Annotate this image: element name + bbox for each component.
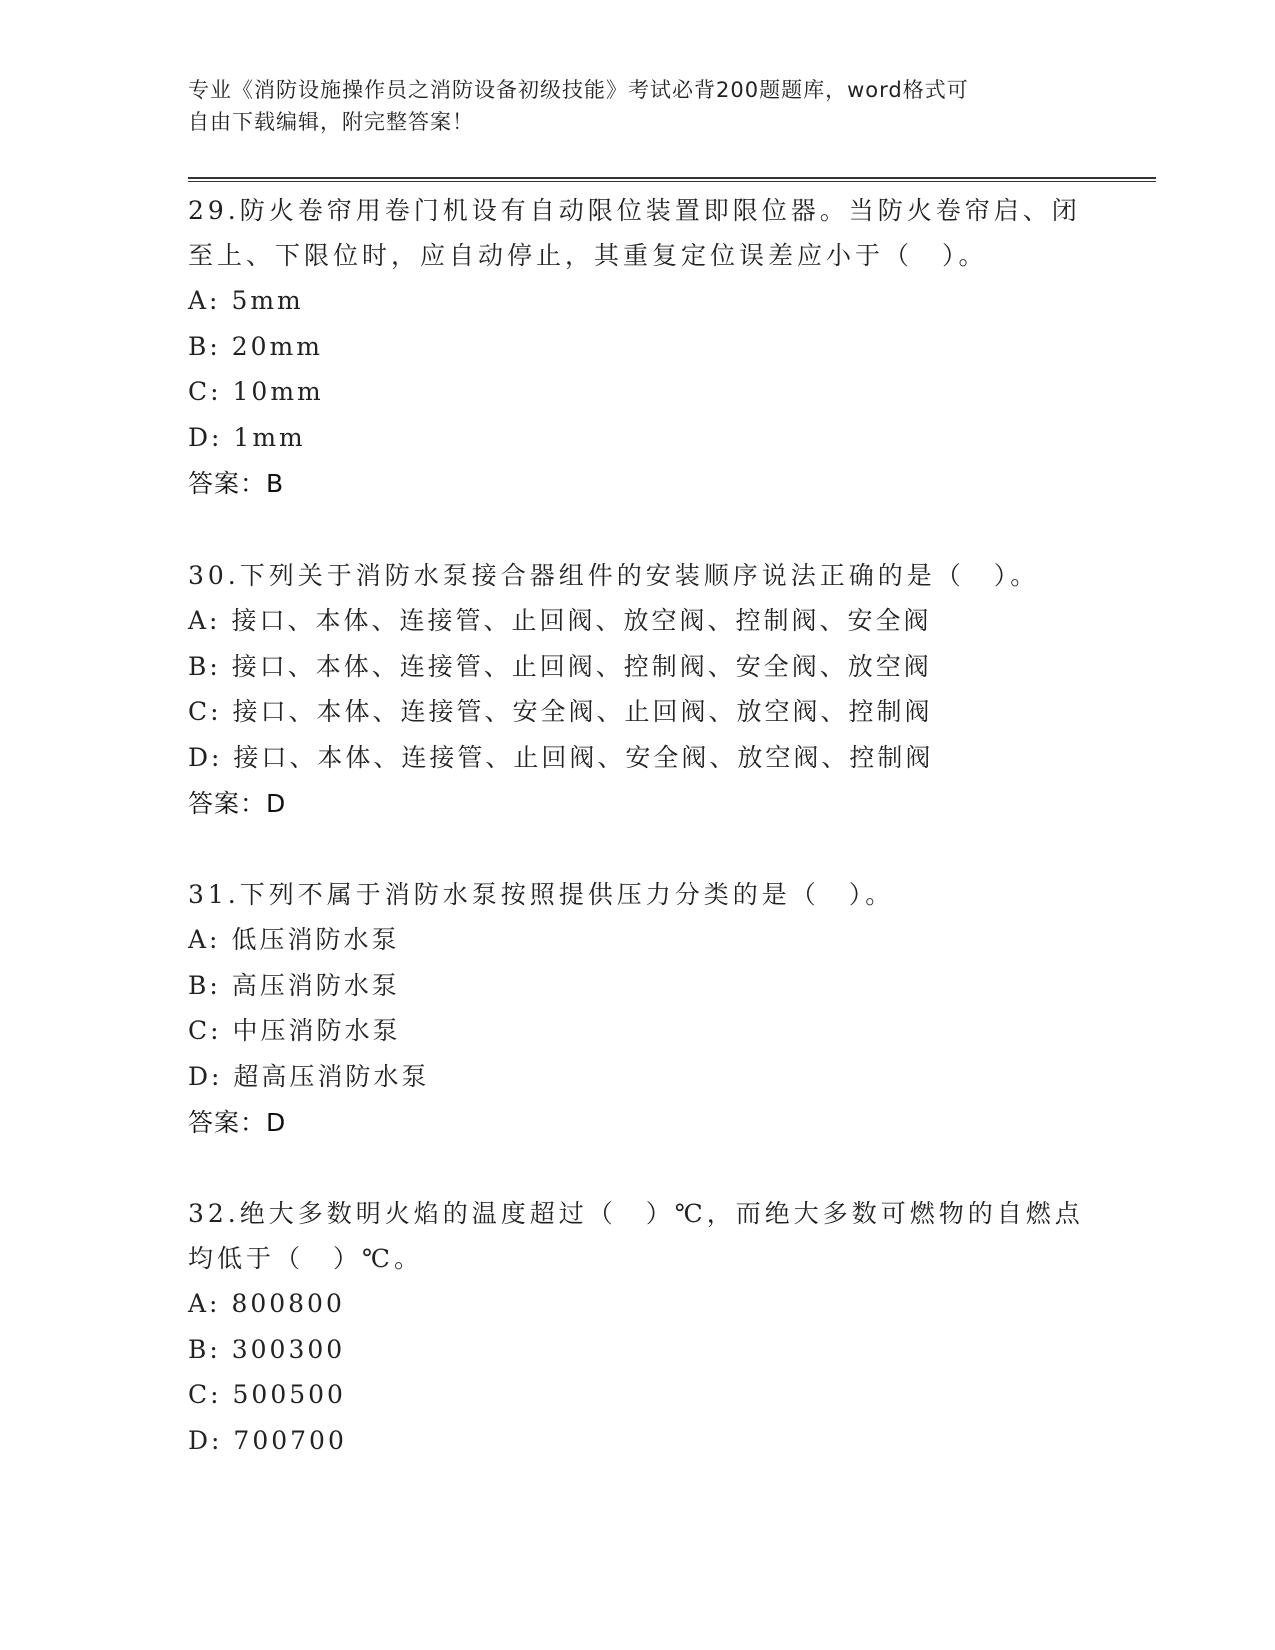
- question-stem: [188, 188, 1088, 278]
- option-b: [188, 963, 1088, 1009]
- stem-line: 30.下列关于消防水泵接合器组件的安装顺序说法正确的是（ ）。: [188, 561, 1040, 590]
- answer-line: 答案：B: [188, 469, 285, 498]
- answer-line: 答案：D: [188, 1108, 287, 1137]
- question-29: [188, 188, 1088, 506]
- option-letter: B:: [188, 651, 221, 681]
- option-a: [188, 917, 1088, 963]
- option-b: [188, 324, 1088, 370]
- option-text: 800800: [231, 1289, 345, 1318]
- option-a: [188, 278, 1088, 324]
- header-divider-thin: [188, 181, 1156, 182]
- document-header: [188, 74, 1068, 138]
- option-letter: D:: [188, 742, 223, 772]
- option-text: 10mm: [232, 377, 324, 406]
- option-a: [188, 598, 1088, 644]
- header-line-1: 专业《消防设施操作员之消防设备初级技能》考试必背200题题库，word格式可: [188, 78, 969, 102]
- option-letter: A:: [188, 286, 221, 315]
- option-letter: C:: [188, 1016, 222, 1045]
- stem-line: 32.绝大多数明火焰的温度超过（ ）℃，而绝大多数可燃物的自燃点: [188, 1199, 1084, 1228]
- option-a: [188, 1281, 1088, 1327]
- option-d: [188, 735, 1088, 781]
- option-letter: B:: [188, 331, 221, 361]
- option-letter: A:: [188, 1289, 221, 1318]
- option-letter: D:: [188, 1061, 223, 1091]
- option-letter: B:: [188, 970, 221, 1000]
- option-letter: C:: [188, 377, 222, 406]
- question-31: [188, 872, 1088, 1145]
- option-text: 500500: [232, 1380, 346, 1409]
- stem-line: 29.防火卷帘用卷门机设有自动限位装置即限位器。当防火卷帘启、闭: [188, 196, 1081, 225]
- option-letter: C:: [188, 697, 222, 726]
- option-c: [188, 369, 1088, 415]
- option-d: [188, 415, 1088, 461]
- option-text: 20mm: [231, 331, 323, 361]
- option-letter: B:: [188, 1334, 221, 1364]
- header-divider-thick: [188, 177, 1156, 179]
- option-text: 700700: [233, 1425, 347, 1455]
- option-b: [188, 644, 1088, 690]
- option-c: [188, 1372, 1088, 1418]
- option-text: 接口、本体、连接管、止回阀、安全阀、放空阀、控制阀: [233, 742, 934, 772]
- option-text: 高压消防水泵: [231, 970, 400, 1000]
- stem-line: 31.下列不属于消防水泵按照提供压力分类的是（ ）。: [188, 880, 895, 909]
- option-text: 5mm: [231, 286, 304, 315]
- answer-line: 答案：D: [188, 789, 287, 818]
- stem-line: 均低于（ ）℃。: [188, 1244, 423, 1273]
- option-text: 接口、本体、连接管、止回阀、放空阀、控制阀、安全阀: [231, 606, 932, 635]
- option-text: 1mm: [233, 422, 306, 452]
- option-text: 300300: [231, 1334, 346, 1364]
- question-32: [188, 1191, 1088, 1463]
- question-stem: [188, 872, 1088, 917]
- option-letter: D:: [188, 422, 223, 452]
- option-letter: A:: [188, 925, 221, 954]
- question-stem: [188, 1191, 1088, 1281]
- option-d: [188, 1054, 1088, 1100]
- option-text: 接口、本体、连接管、止回阀、控制阀、安全阀、放空阀: [231, 651, 932, 681]
- option-letter: C:: [188, 1380, 222, 1409]
- question-30: [188, 553, 1088, 826]
- header-line-2: 自由下载编辑，附完整答案！: [188, 110, 474, 134]
- stem-line: 至上、下限位时，应自动停止，其重复定位误差应小于（ ）。: [188, 241, 988, 270]
- question-stem: [188, 553, 1088, 598]
- option-text: 中压消防水泵: [232, 1016, 401, 1045]
- option-c: [188, 689, 1088, 735]
- option-text: 低压消防水泵: [231, 925, 400, 954]
- option-letter: A:: [188, 606, 221, 635]
- option-letter: D:: [188, 1425, 223, 1455]
- option-b: [188, 1327, 1088, 1373]
- option-d: [188, 1418, 1088, 1464]
- option-text: 超高压消防水泵: [233, 1061, 430, 1091]
- option-text: 接口、本体、连接管、安全阀、止回阀、放空阀、控制阀: [232, 697, 933, 726]
- option-c: [188, 1008, 1088, 1054]
